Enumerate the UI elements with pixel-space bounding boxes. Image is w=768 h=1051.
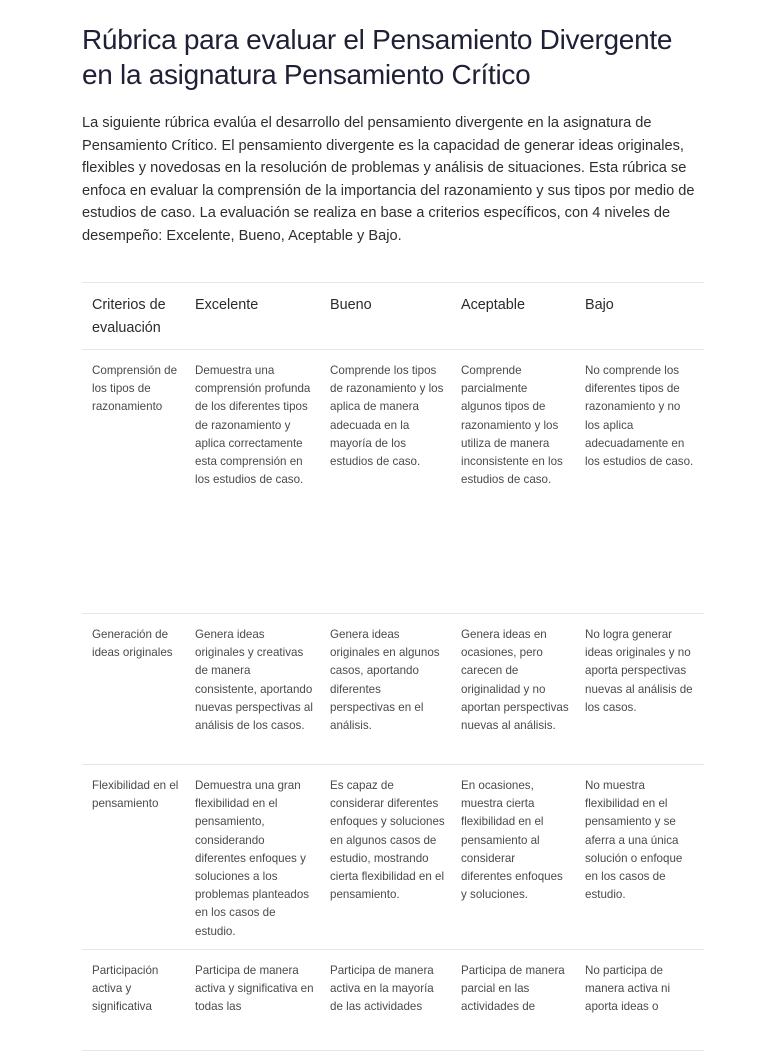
criterion-cell: Participación activa y significativa bbox=[82, 950, 185, 1051]
header-bueno: Bueno bbox=[320, 283, 451, 350]
intro-paragraph: La siguiente rúbrica evalúa el desarrollo del pensamiento divergente en la asignatura de Pensamiento Crítico. El pensamiento divergente es la capacidad de generar ideas originales, flexibles y novedosas en la resolución de problemas y análisis de situaciones. Esta rúbrica se enfoca en evaluar la comprensión de la importancia del razonamiento y sus tipos por medio de estudios de caso. La evaluación se realiza en base a criterios específicos, con 4 niveles de desempeño: Excelente, Bueno, Aceptable y Bajo. bbox=[82, 115, 695, 244]
aceptable-cell: En ocasiones, muestra cierta flexibilidad en el pensamiento al considerar diferentes enfoques y soluciones. bbox=[451, 765, 575, 950]
criterion-cell: Comprensión de los tipos de razonamiento bbox=[82, 350, 185, 614]
excelente-cell: Demuestra una comprensión profunda de los diferentes tipos de razonamiento y aplica correctamente esta comprensión en los estudios de caso. bbox=[185, 350, 320, 614]
bajo-cell: No logra generar ideas originales y no aporta perspectivas nuevas al análisis de los casos. bbox=[575, 614, 704, 765]
table-header-row bbox=[82, 283, 704, 350]
table-row bbox=[82, 765, 704, 950]
table-row bbox=[82, 950, 704, 1051]
table-row bbox=[82, 614, 704, 765]
header-aceptable: Aceptable bbox=[451, 283, 575, 350]
header-excelente: Excelente bbox=[185, 283, 320, 350]
bueno-cell: Es capaz de considerar diferentes enfoques y soluciones en algunos casos de estudio, mostrando cierta flexibilidad en el pensamiento. bbox=[320, 765, 451, 950]
criterion-cell: Flexibilidad en el pensamiento bbox=[82, 765, 185, 950]
excelente-cell: Participa de manera activa y significativa en todas las bbox=[185, 950, 320, 1051]
rubric-table bbox=[82, 282, 704, 1051]
criterion-cell: Generación de ideas originales bbox=[82, 614, 185, 765]
aceptable-cell: Participa de manera parcial en las actividades de bbox=[451, 950, 575, 1051]
header-criterios: Criterios de evaluación bbox=[82, 283, 185, 350]
bueno-cell: Genera ideas originales en algunos casos, aportando diferentes perspectivas en el análisis. bbox=[320, 614, 451, 765]
page-title: Rúbrica para evaluar el Pensamiento Divergente en la asignatura Pensamiento Crítico bbox=[82, 24, 673, 90]
header-bajo: Bajo bbox=[575, 283, 704, 350]
bajo-cell: No participa de manera activa ni aporta ideas o bbox=[575, 950, 704, 1051]
table-row bbox=[82, 350, 704, 614]
aceptable-cell: Comprende parcialmente algunos tipos de razonamiento y los utiliza de manera inconsistente en los estudios de caso. bbox=[451, 350, 575, 614]
excelente-cell: Genera ideas originales y creativas de manera consistente, aportando nuevas perspectivas al análisis de los casos. bbox=[185, 614, 320, 765]
document-body bbox=[82, 22, 704, 248]
excelente-cell: Demuestra una gran flexibilidad en el pensamiento, considerando diferentes enfoques y soluciones a los problemas planteados en los casos de estudio. bbox=[185, 765, 320, 950]
aceptable-cell: Genera ideas en ocasiones, pero carecen de originalidad y no aportan perspectivas nuevas al análisis. bbox=[451, 614, 575, 765]
bueno-cell: Comprende los tipos de razonamiento y los aplica de manera adecuada en la mayoría de los estudios de caso. bbox=[320, 350, 451, 614]
bueno-cell: Participa de manera activa en la mayoría de las actividades bbox=[320, 950, 451, 1051]
bajo-cell: No comprende los diferentes tipos de razonamiento y no los aplica adecuadamente en los estudios de caso. bbox=[575, 350, 704, 614]
bajo-cell: No muestra flexibilidad en el pensamiento y se aferra a una única solución o enfoque en los casos de estudio. bbox=[575, 765, 704, 950]
